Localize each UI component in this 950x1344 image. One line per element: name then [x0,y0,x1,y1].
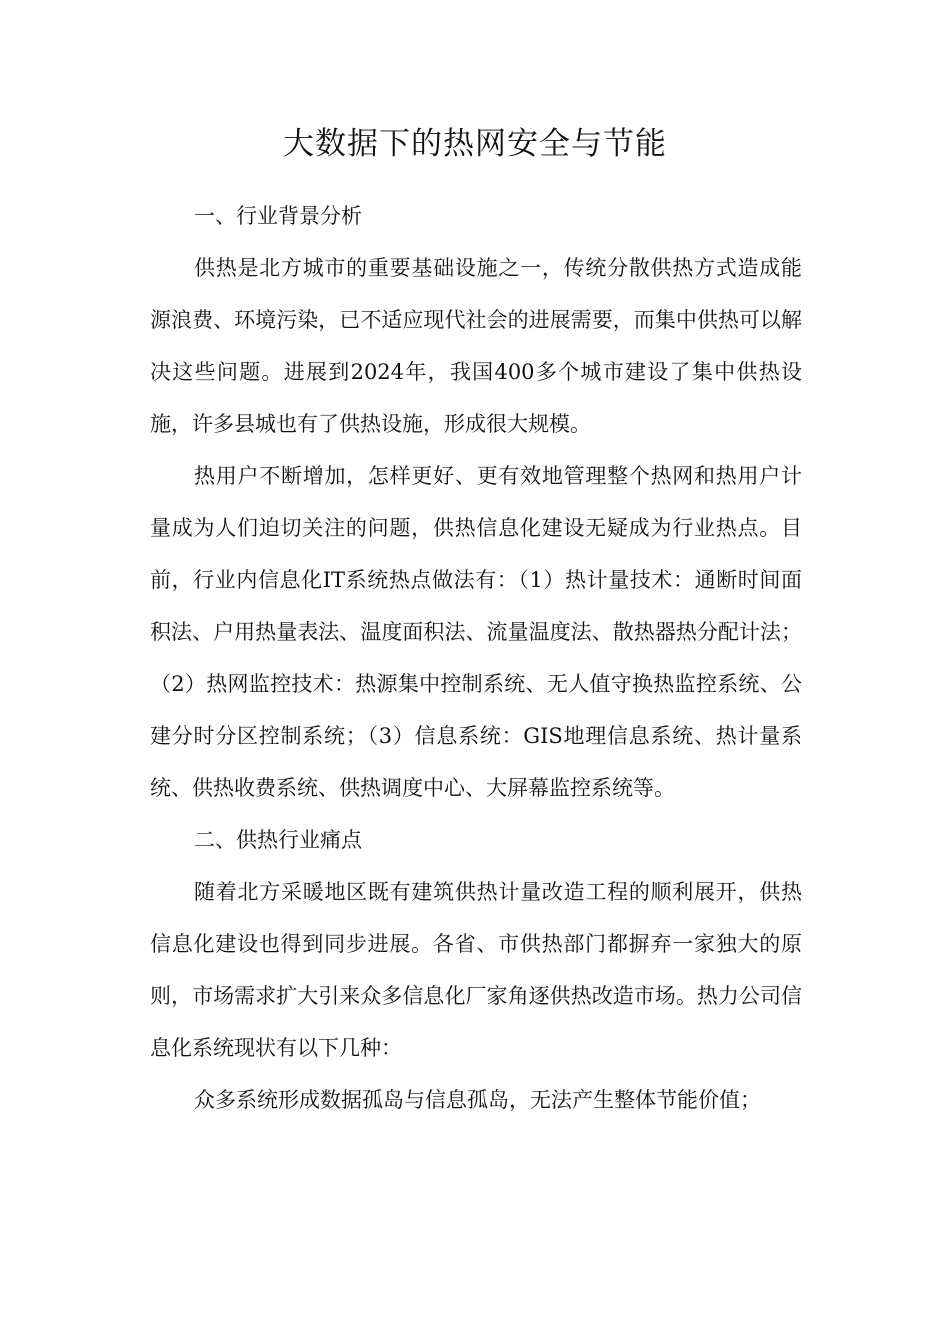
paragraph-it-systems: 热用户不断增加，怎样更好、更有效地管理整个热网和热用户计量成为人们迫切关注的问题，供热信息化建设无疑成为行业热点。目前，行业内信息化IT系统热点做法有：（1）热计量技术：通断时间面积法、户用热量表法、温度面积法、流量温度法、散热器热分配计法；（2）热网监控技术：热源集中控制系统、无人值守换热监控系统、公建分时分区控制系统；（3）信息系统：GIS地理信息系统、热计量系统、供热收费系统、供热调度中心、大屏幕监控系统等。 [150,464,802,800]
section-heading-background: 一、行业背景分析 [194,204,362,228]
section-heading-pain-points: 二、供热行业痛点 [194,828,362,852]
paragraph-data-silos: 众多系统形成数据孤岛与信息孤岛，无法产生整体节能价值； [194,1088,761,1112]
paragraph-metering-reform: 随着北方采暖地区既有建筑供热计量改造工程的顺利展开，供热信息化建设也得到同步进展。各省、市供热部门都摒弃一家独大的原则，市场需求扩大引来众多信息化厂家角逐供热改造市场。热力公司信息化系统现状有以下几种： [150,880,802,1060]
document-body [150,190,802,1126]
document-title: 大数据下的热网安全与节能 [283,126,667,162]
paragraph-heating-infrastructure: 供热是北方城市的重要基础设施之一，传统分散供热方式造成能源浪费、环境污染，已不适应现代社会的进展需要，而集中供热可以解决这些问题。进展到2024年，我国400多个城市建设了集中供热设施，许多县城也有了供热设施，形成很大规模。 [150,256,802,436]
